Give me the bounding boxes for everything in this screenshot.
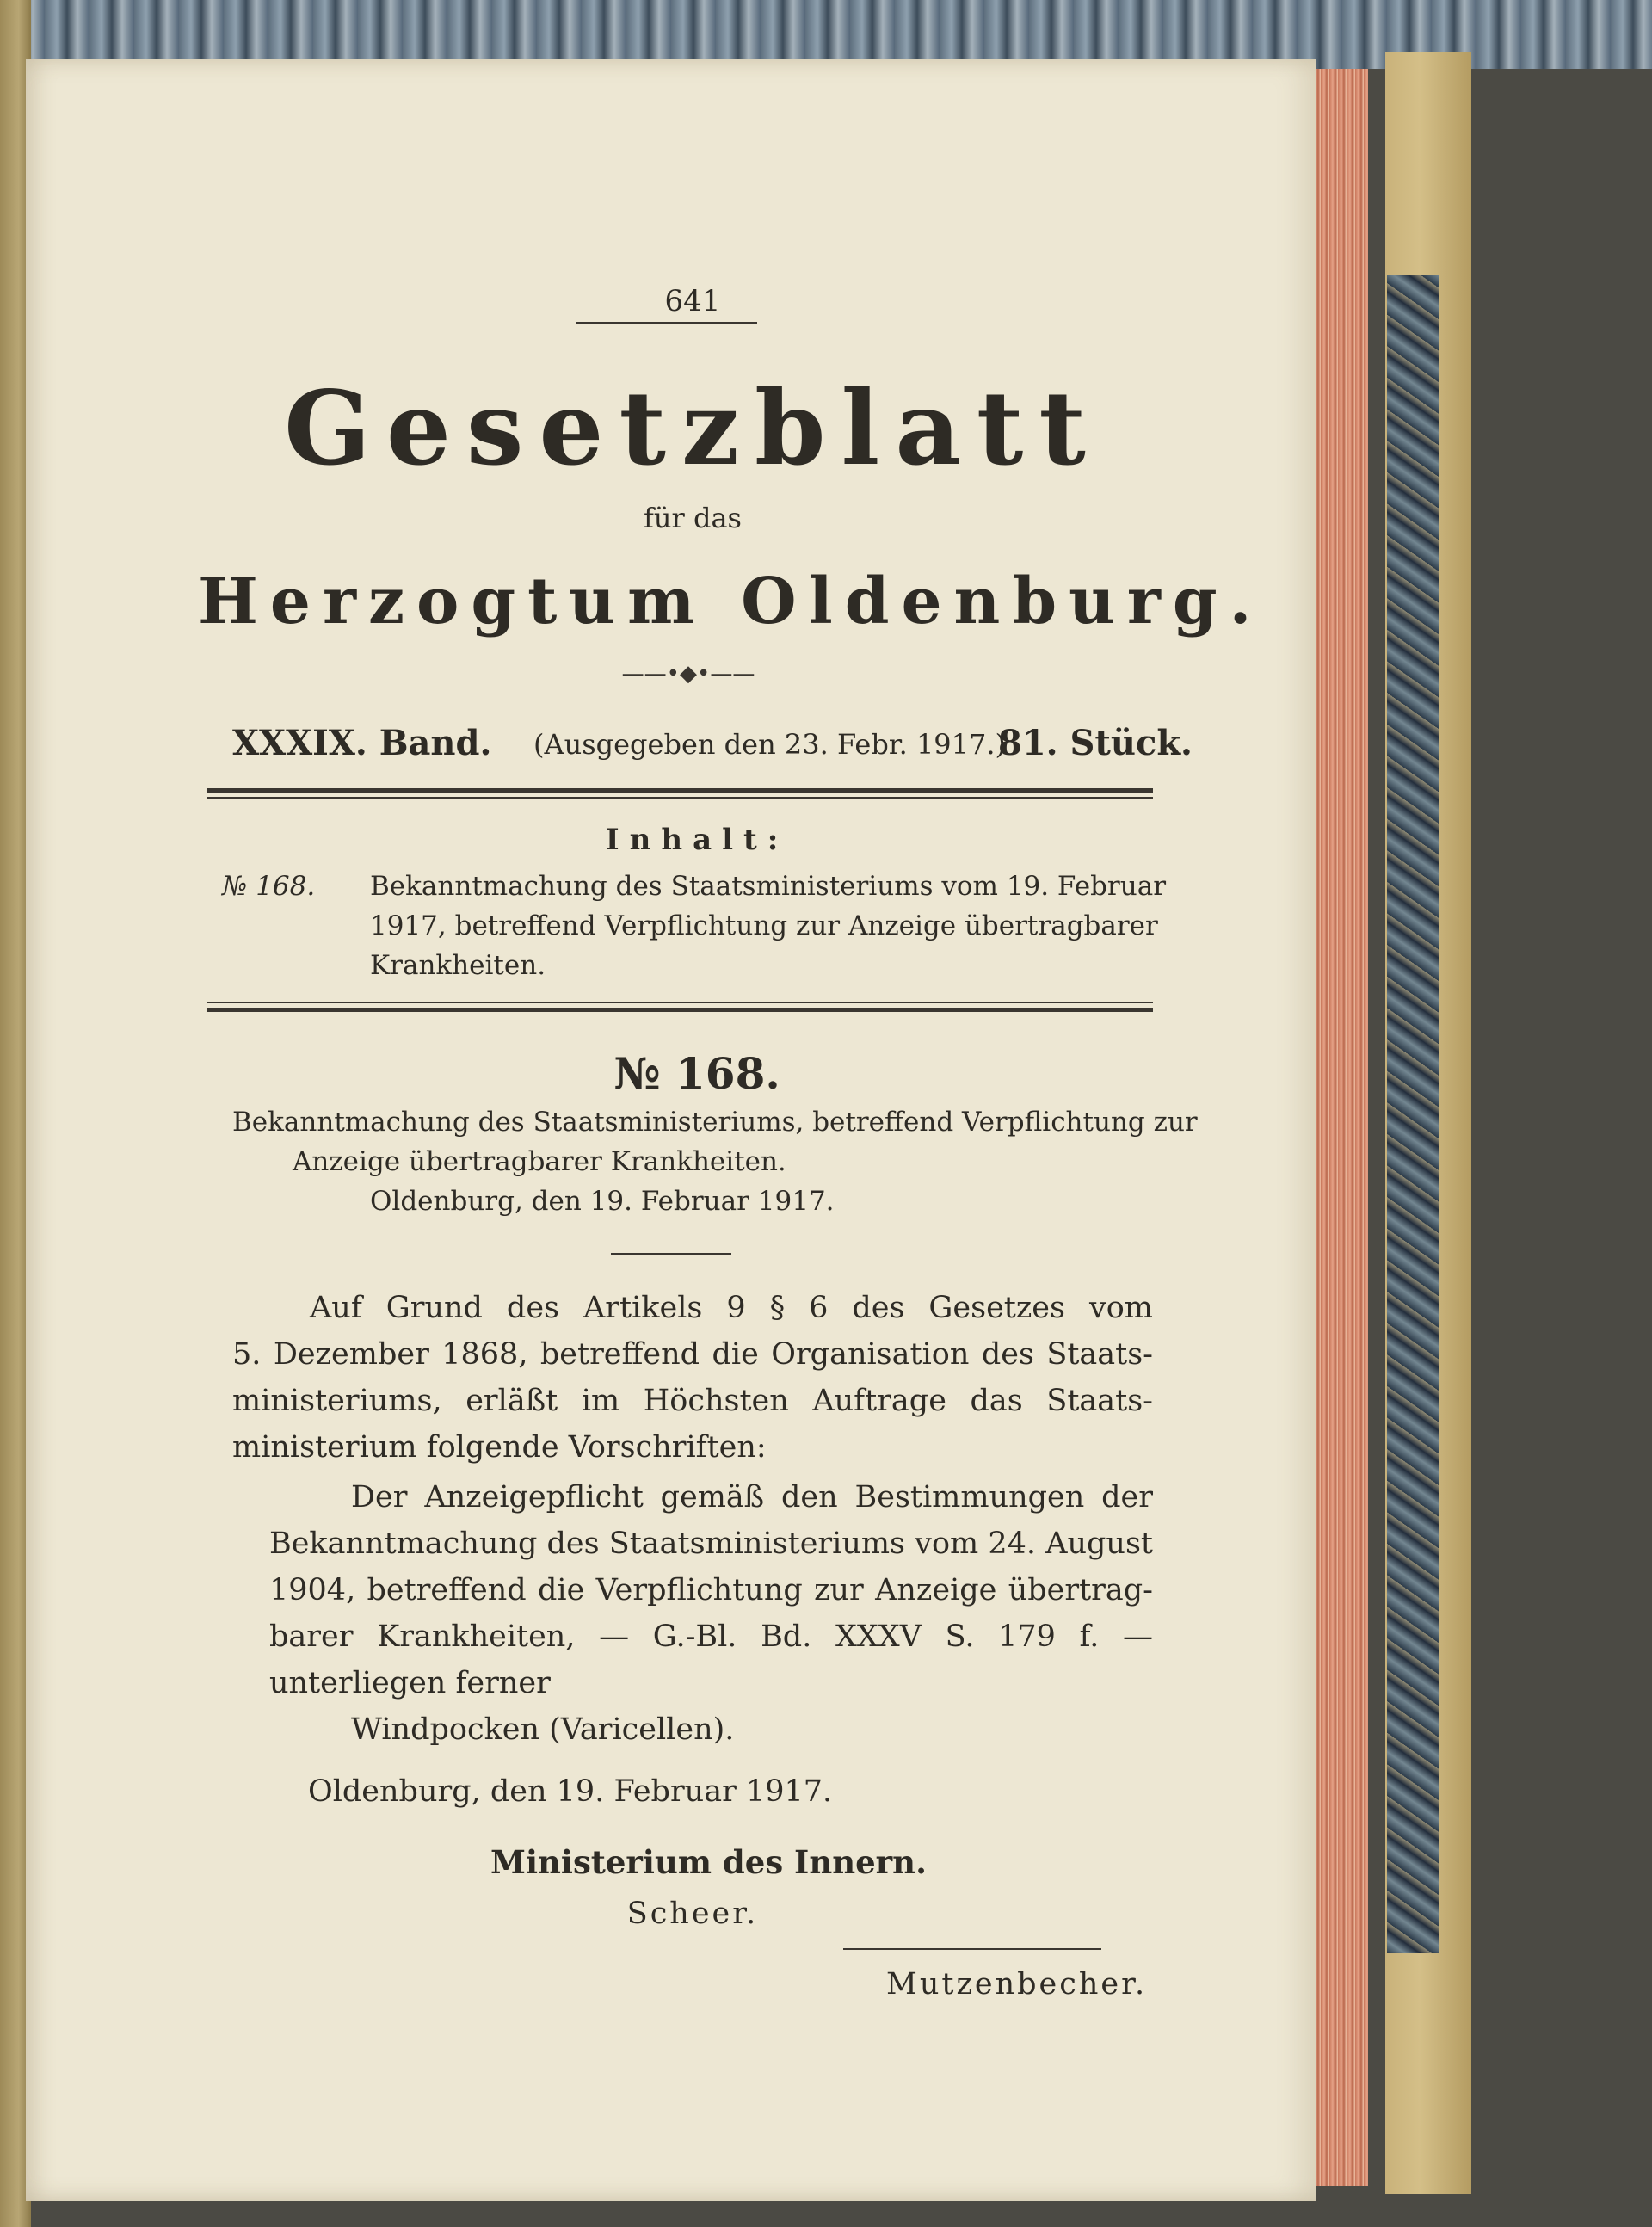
issue-date: (Ausgegeben den 23. Febr. 1917.)	[533, 728, 1007, 761]
body-text-line: Windpocken (Varicellen).	[351, 1712, 735, 1747]
body-text-line: ministerium folgende Vorschriften:	[232, 1430, 767, 1465]
signatory-minister: Scheer.	[626, 1897, 759, 1931]
body-text-line: Auf Grund des Artikels 9 § 6 des Gesetzes vom	[310, 1291, 1153, 1325]
document-page	[26, 59, 1316, 2201]
contents-entry-line: Krankheiten.	[370, 950, 546, 981]
part-number: 81. Stück.	[998, 723, 1193, 763]
marbled-cover	[1387, 275, 1439, 1953]
body-text-line: unterliegen ferner	[269, 1666, 551, 1700]
contents-entry-number: № 168.	[222, 871, 316, 902]
body-text-line: Der Anzeigepflicht gemäß den Bestimmungen der	[351, 1480, 1153, 1514]
body-text-line: ministeriums, erläßt im Höchsten Auftrage das Staats-	[232, 1384, 1153, 1418]
decree-separator	[611, 1253, 731, 1255]
contents-heading: Inhalt:	[605, 823, 789, 857]
decree-title-line: Anzeige übertragbarer Krankheiten.	[293, 1146, 786, 1177]
gazette-title: Gesetzblatt	[284, 368, 1101, 488]
double-rule-top-thin	[206, 797, 1153, 799]
body-text-line: Bekanntmachung des Staatsministeriums vom 24. August	[269, 1527, 1153, 1561]
page-number-rule	[576, 322, 757, 324]
decree-title-line: Bekanntmachung des Staatsministeriums, betreffend Verpflichtung zur	[232, 1107, 1198, 1138]
body-text-line: 5. Dezember 1868, betreffend die Organisation des Staats-	[232, 1337, 1153, 1372]
state-name: Herzogtum Oldenburg.	[198, 564, 1264, 638]
double-rule-bottom-thick	[206, 1008, 1153, 1012]
decree-place-date: Oldenburg, den 19. Februar 1917.	[370, 1186, 835, 1217]
body-text-line: 1904, betreffend die Verpflichtung zur Anzeige übertrag-	[269, 1573, 1153, 1607]
decree-number: № 168.	[613, 1048, 780, 1099]
contents-entry-line: Bekanntmachung des Staatsministeriums vom 19. Februar	[370, 871, 1167, 902]
volume-number: XXXIX. Band.	[232, 723, 492, 763]
double-rule-bottom	[206, 1002, 1153, 1003]
page-number: 641	[664, 284, 721, 318]
signatory-secretary: Mutzenbecher.	[886, 1967, 1148, 2002]
ornament-divider: ——•◆•——	[621, 661, 755, 687]
title-subline: für das	[644, 502, 742, 534]
signature-rule	[843, 1948, 1101, 1950]
double-rule-top	[206, 788, 1153, 793]
contents-entry-line: 1917, betreffend Verpflichtung zur Anzeige übertragbarer	[370, 910, 1158, 941]
body-text-line: barer Krankheiten, — G.-Bl. Bd. XXXV S. 179 f. —	[269, 1619, 1153, 1654]
closing-place-date: Oldenburg, den 19. Februar 1917.	[308, 1774, 833, 1809]
issuing-ministry: Ministerium des Innern.	[490, 1843, 927, 1881]
